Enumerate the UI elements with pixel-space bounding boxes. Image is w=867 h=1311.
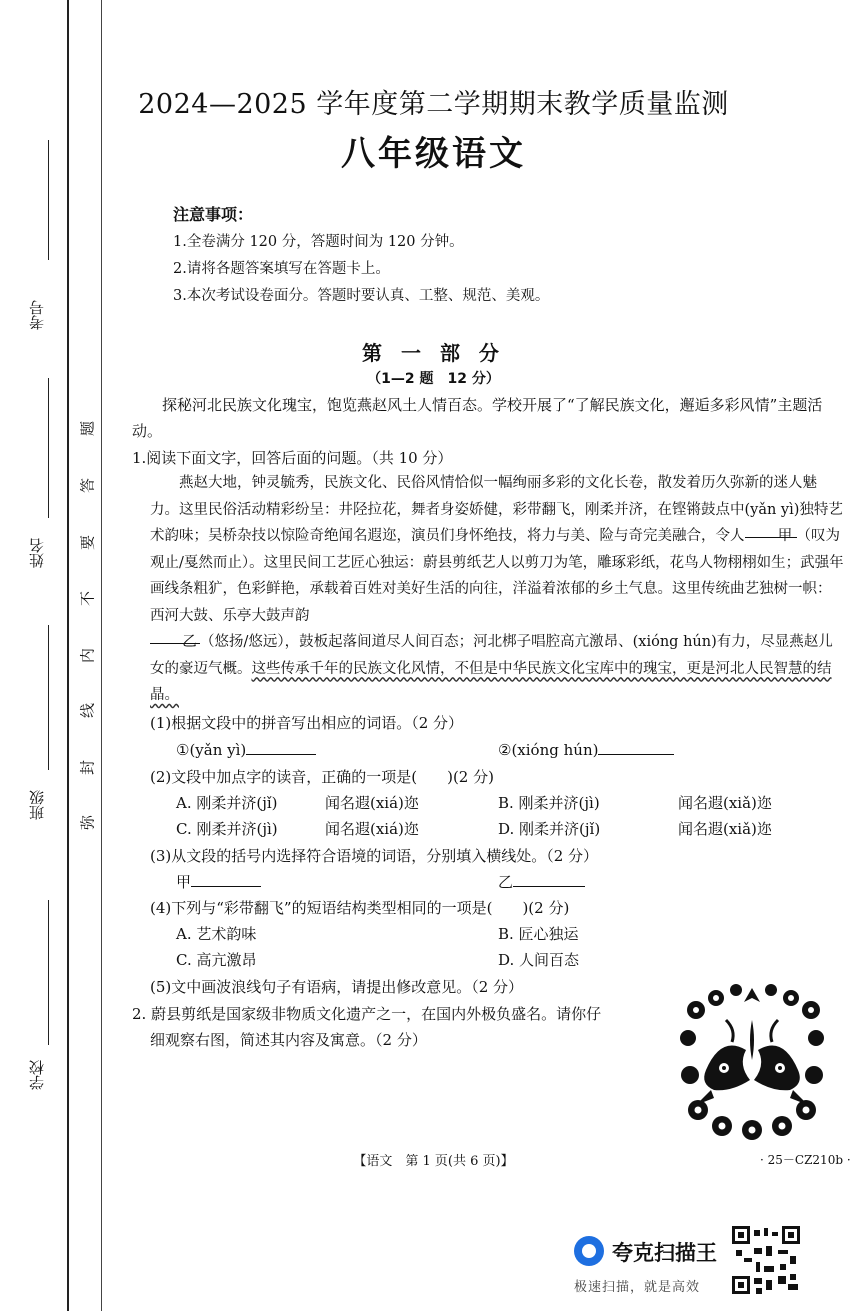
- sub1-b-label: ②(xióng hún): [498, 741, 599, 759]
- xuexiao-label: 学校: [28, 1060, 46, 1090]
- xingming-label: 姓名: [28, 538, 46, 568]
- wavy-sentence: 这些传承千年的民族文化风情，不但是中华民族文化宝库中的瑰宝，更是河北人民智慧的结晶。: [150, 660, 832, 703]
- seal-char: 封: [78, 760, 97, 776]
- option-d-2: 闻名遐(xiǎ)迩: [678, 820, 772, 838]
- passage-part1: 燕赵大地，钟灵毓秀，民族文化、民俗风情恰似一幅绚丽多彩的文化长卷，散发着历久弥新的迷人魅力。这里民俗活动精彩纷呈：井陉拉花，舞者身姿娇健，彩带翻飞，刚柔并济，在铿锵鼓点中(yǎn yì)独特艺术韵味；吴桥杂技以惊险奇绝闻名遐迩，演员们身怀绝技，将力与美、险与奇完美融合，令人: [150, 475, 843, 544]
- binding-line-inner: [101, 0, 102, 1311]
- blank-jia: [745, 523, 797, 544]
- q1-sub1: (1)根据文段中的拼音写出相应的词语。（2 分）: [150, 714, 464, 732]
- seal-char: 弥: [78, 815, 97, 831]
- paper-code: · 25－CZ210b ·: [760, 1153, 851, 1167]
- sub1-a-label: ①(yǎn yì): [176, 741, 247, 759]
- blank-jia-label: 甲: [777, 528, 793, 544]
- xuexiao-line: [48, 900, 49, 1045]
- q1-sub1-b: [498, 737, 674, 763]
- seal-char: 内: [78, 648, 97, 664]
- passage-part2: （叹为观止/戛然而止）。这里民间工艺匠心独运：蔚县剪纸艺人以剪刀为笔，雕琢彩纸，花鸟人物栩栩如生；武强年画线条粗犷，色彩鲜艳，承载着百姓对美好生活的向往，洋溢着浓郁的乡土气息。这里传统曲艺独树一帜：西河大鼓、乐亭大鼓声韵: [150, 528, 844, 624]
- seal-char: 答: [78, 478, 97, 494]
- q1-sub3: (3)从文段的括号内选择符合语境的词语，分别填入横线处。（2 分）: [150, 847, 599, 865]
- option-c-2: 闻名遐(xiá)迩: [325, 820, 419, 838]
- q1-sub3-b: [498, 869, 585, 895]
- option-b-1[interactable]: B. 刚柔并济(jì): [498, 794, 600, 812]
- option-a-2: 闻名遐(xiá)迩: [325, 794, 419, 812]
- q2-line2: 细观察右图，简述其内容及寓意。（2 分）: [150, 1031, 427, 1049]
- q1-sub5: (5)文中画波浪线句子有语病，请提出修改意见。（2 分）: [150, 978, 524, 996]
- q1-sub3-a: [176, 869, 261, 895]
- q2-line1: 2. 蔚县剪纸是国家级非物质文化遗产之一，在国内外极负盛名。请你仔: [132, 1005, 602, 1023]
- option-b-2: 闻名遐(xiǎ)迩: [678, 794, 772, 812]
- notice-item: 1.全卷满分 120 分，答题时间为 120 分钟。: [173, 234, 464, 250]
- notice-heading: 注意事项：: [173, 205, 254, 224]
- seal-char: 题: [78, 421, 97, 437]
- answer-blank[interactable]: [598, 740, 674, 755]
- part-heading: 第 一 部 分: [362, 341, 505, 365]
- option-a-1[interactable]: A. 刚柔并济(jǐ): [176, 794, 278, 812]
- sub3-a-label: 甲: [176, 873, 192, 891]
- seal-char: 要: [78, 535, 97, 551]
- scanner-name: 夸克扫描王: [612, 1241, 717, 1265]
- binding-line-outer: [67, 0, 69, 1311]
- part-subheading: （1—2 题 12 分）: [367, 371, 500, 387]
- q1-sub2: (2)文段中加点字的读音，正确的一项是( )(2 分): [150, 768, 494, 786]
- q1-sub4: (4)下列与“彩带翻飞”的短语结构类型相同的一项是( )(2 分): [150, 899, 570, 917]
- option-d-1[interactable]: D. 刚柔并济(jǐ): [498, 820, 601, 838]
- notice-item: 3.本次考试设卷面分。答题时要认真、工整、规范、美观。: [173, 288, 550, 304]
- passage-part3: （悠扬/悠远），鼓板起落间道尽人间百态；河北梆子唱腔高亢激昂、(xióng hún)有力，尽显燕赵儿女的豪迈气概。: [150, 634, 833, 677]
- sub4-option[interactable]: C. 高亢激昂: [176, 951, 257, 969]
- intro-text: 探秘河北民族文化瑰宝，饱览燕赵风土人情百态。学校开展了“了解民族文化，邂逅多彩风情”主题活动。: [132, 396, 823, 440]
- q1-stem: 1.阅读下面文字，回答后面的问题。（共 10 分）: [132, 449, 453, 467]
- blank-yi: [150, 629, 200, 650]
- xingming-line: [48, 378, 49, 518]
- papercut-image: [676, 980, 828, 1142]
- seal-char: 不: [78, 591, 97, 607]
- answer-blank[interactable]: [191, 872, 261, 887]
- page-footer: 【语文 第 1 页(共 6 页)】: [353, 1154, 514, 1169]
- sub4-option[interactable]: B. 匠心独运: [498, 925, 579, 943]
- exam-title: 2024—2025 学年度第二学期期末教学质量监测: [138, 89, 729, 120]
- blank-yi-label: 乙: [182, 634, 197, 650]
- subject-title: 八年级语文: [341, 134, 526, 174]
- qr-code-icon: [732, 1226, 800, 1294]
- seal-char: 线: [78, 703, 97, 719]
- q1-passage: [150, 470, 844, 709]
- sub4-option[interactable]: A. 艺术韵味: [176, 925, 257, 943]
- kaohao-label: 考号: [28, 300, 46, 330]
- banji-label: 班级: [28, 790, 46, 820]
- scanner-logo-icon: [574, 1236, 604, 1266]
- sub3-b-label: 乙: [498, 873, 514, 891]
- banji-line: [48, 625, 49, 770]
- answer-blank[interactable]: [513, 872, 585, 887]
- q1-sub1-a: [176, 737, 316, 763]
- answer-blank[interactable]: [246, 740, 316, 755]
- notice-item: 2.请将各题答案填写在答题卡上。: [173, 261, 390, 277]
- scanner-slogan: 极速扫描，就是高效: [574, 1280, 701, 1295]
- sub4-option[interactable]: D. 人间百态: [498, 951, 580, 969]
- option-c-1[interactable]: C. 刚柔并济(jì): [176, 820, 278, 838]
